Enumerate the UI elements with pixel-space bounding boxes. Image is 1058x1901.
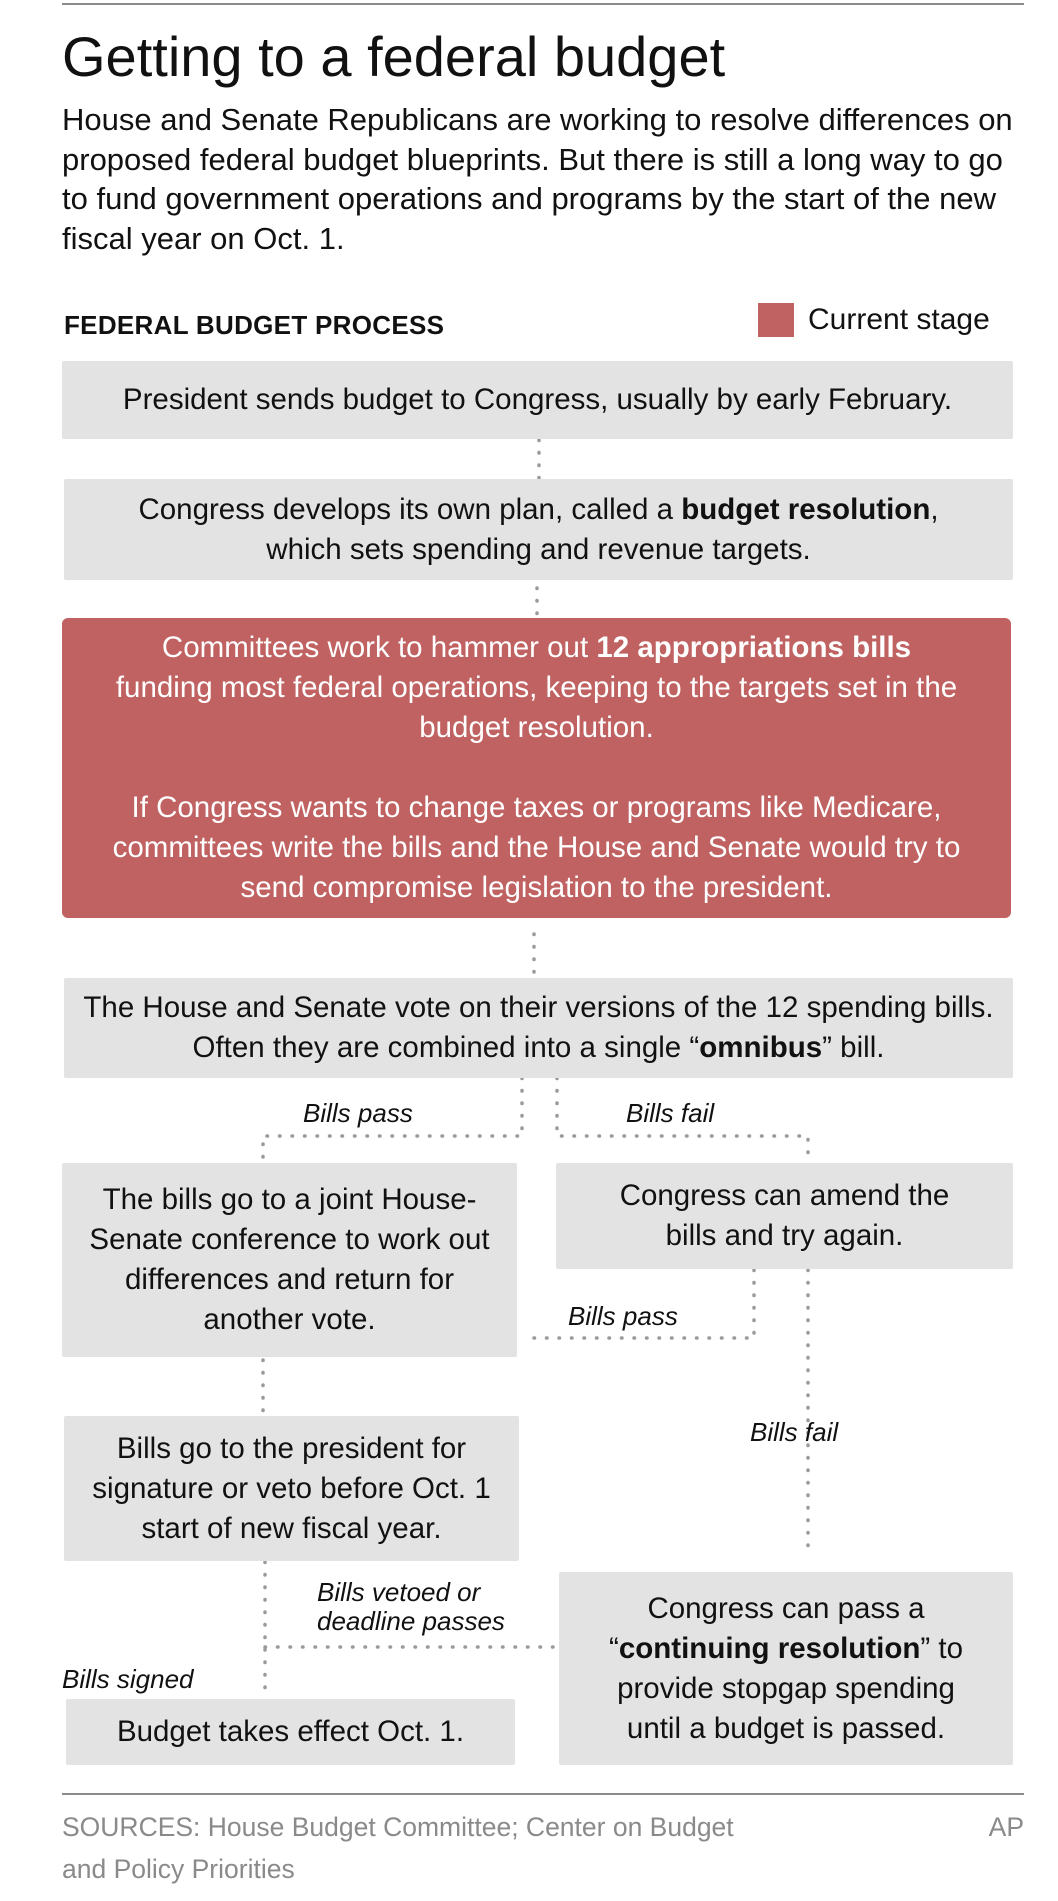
sources-text: SOURCES: House Budget Committee; Center on Budget and Policy Priorities [62, 1812, 734, 1884]
step-president-signature [64, 1416, 519, 1561]
step-joint-conference-text: The bills go to a joint House-Senate conference to work out differences and return for another vote. [89, 1183, 490, 1336]
bottom-rule [62, 1793, 1024, 1795]
step-continuing-resolution-text: Congress can pass a “continuing resolution” to provide stopgap spending until a budget is passed. [609, 1591, 963, 1745]
step-president-signature-text: Bills go to the president for signature or veto before Oct. 1 start of new fiscal year. [92, 1431, 491, 1545]
step-committees-paragraph-2: If Congress wants to change taxes or programs like Medicare, committees write the bills and the House and Senate would try to send compromise legislation to the president. [112, 791, 961, 904]
step-continuing-resolution [559, 1572, 1013, 1765]
step-amend-bills-text: Congress can amend the bills and try again. [619, 1179, 950, 1252]
page-title: Getting to a federal budget [62, 25, 726, 88]
step-house-senate-vote [64, 978, 1013, 1078]
label-bills-fail-2: Bills fail [750, 1417, 839, 1447]
label-bills-vetoed-line-1: Bills vetoed or [317, 1577, 481, 1607]
step-budget-takes-effect-text: Budget takes effect Oct. 1. [116, 1715, 465, 1748]
credit-text: AP [988, 1812, 1024, 1842]
section-label: FEDERAL BUDGET PROCESS [64, 310, 445, 340]
step-committees-current-stage [62, 618, 1011, 918]
label-bills-pass-1: Bills pass [303, 1098, 413, 1128]
step-president-sends-budget-text: President sends budget to Congress, usually by early February. [122, 383, 953, 416]
step-budget-takes-effect [66, 1699, 515, 1765]
label-bills-vetoed-line-2: deadline passes [317, 1606, 505, 1636]
step-house-senate-vote-text: The House and Senate vote on their versions of the 12 spending bills. Often they are combined into a single “omnibus” bill. [83, 991, 994, 1064]
step-president-sends-budget [62, 361, 1013, 439]
intro-text: House and Senate Republicans are working to resolve differences on proposed federal budget blueprints. But there is still a long way to go to fund government operations and programs by the start of the new fiscal year on Oct. 1. [62, 102, 1013, 256]
label-bills-pass-2: Bills pass [568, 1301, 678, 1331]
label-bills-signed: Bills signed [62, 1664, 194, 1694]
step-congress-develops-plan-text: Congress develops its own plan, called a budget resolution, which sets spending and revenue targets. [138, 492, 939, 566]
step-congress-develops-plan [64, 479, 1013, 580]
step-joint-conference [62, 1163, 517, 1357]
legend-label: Current stage [808, 303, 990, 336]
step-amend-bills [556, 1163, 1013, 1269]
label-bills-fail-1: Bills fail [626, 1098, 715, 1128]
step-committees-paragraph-1: Committees work to hammer out 12 appropriations bills funding most federal operations, keeping to the targets set in the budget resolution. [115, 631, 958, 744]
